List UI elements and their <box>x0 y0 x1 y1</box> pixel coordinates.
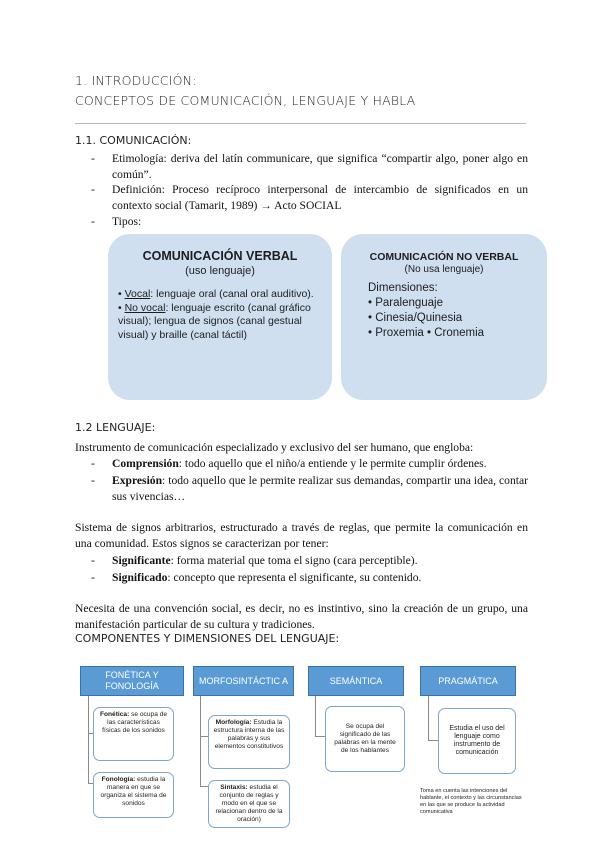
verbal-item-novocal: • No vocal: lenguaje escrito (canal gráfico visual); lengua de signos (canal gestual visual) y braille (canal táctil) <box>118 301 311 341</box>
bullet-significado: - Significado: concepto que representa el significante, su contenido. <box>91 571 422 584</box>
verbal-item-vocal: • Vocal: lenguaje oral (canal oral auditivo). <box>118 288 314 300</box>
connector <box>428 696 439 741</box>
section-subtitle: CONCEPTOS DE COMUNICACIÓN, LENGUAJE Y HABLA <box>75 93 416 108</box>
bullet-tipos: - Tipos: <box>91 215 142 228</box>
section-number-title: 1. INTRODUCCIÓN: <box>75 73 197 88</box>
connector <box>200 736 209 786</box>
connector <box>200 786 208 787</box>
verbal-subtitle: (uso lenguaje) <box>185 265 255 277</box>
verbal-title: COMUNICACIÓN VERBAL <box>142 249 298 263</box>
card-fonologia: Fonología: estudia la manera en que se organiza el sistema de sonidos <box>93 772 174 818</box>
connector <box>315 696 326 737</box>
dimension-item: • Proxemia • Cronemia <box>368 327 485 339</box>
lenguaje-intro: Instrumento de comunicación especializado y exclusivo del ser humano, que engloba: <box>75 441 474 454</box>
card-semantica: Se ocupa del significado de las palabras en la mente de los hablantes <box>325 706 405 772</box>
convencion-paragraph: Necesita de una convención social, es decir, no es instintivo, sino la creación de un grupo, una manifestación particular de su cultura y tradiciones. <box>75 602 528 631</box>
dimension-item: • Cinesia/Quinesia <box>368 312 463 324</box>
dimension-item: • Paralenguaje <box>368 297 443 309</box>
bullet-etimologia: - Etimología: deriva del latín communicare, que significa “compartir algo, poner algo en común”. <box>91 152 528 181</box>
card-morfologia: Morfología: Estudia la estructura interna de las palabras y sus elementos constitutivos <box>208 715 290 769</box>
card-pragmatica: Estudia el uso del lenguaje como instrumento de comunicación <box>438 708 516 774</box>
card-fonetica: Fonética: se ocupa de las características físicas de los sonidos <box>93 707 174 761</box>
nonverbal-subtitle: (No usa lenguaje) <box>404 264 484 275</box>
tab-semantica: SEMÁNTICA <box>308 666 404 696</box>
components-heading: COMPONENTES Y DIMENSIONES DEL LENGUAJE: <box>75 632 340 645</box>
dimensions-label: Dimensiones: <box>368 282 438 294</box>
divider <box>75 123 526 124</box>
connector <box>200 696 209 737</box>
connector <box>88 733 94 783</box>
pragmatica-note: Toma en cuenta las intenciones del hablante, el contexto y las circunstancias en las que se produce la actividad comunicativa <box>420 788 522 815</box>
heading-lenguaje: 1.2 LENGUAJE: <box>75 421 156 434</box>
verbal-items <box>118 288 320 342</box>
bullet-expresion: - Expresión: todo aquello que le permite realizar sus demandas, compartir una idea, contar sus vivencias… <box>91 474 528 503</box>
bullet-significante: - Significante: forma material que toma el signo (cara perceptible). <box>91 554 418 567</box>
nonverbal-communication-box <box>341 234 547 400</box>
connector <box>88 696 94 734</box>
tab-pragmatica: PRAGMÁTICA <box>420 666 516 696</box>
nonverbal-title: COMUNICACIÓN NO VERBAL <box>369 251 519 263</box>
card-sintaxis: Sintaxis: estudia el conjunto de reglas y modo en el que se relacionan dentro de la oración) <box>208 780 290 828</box>
signos-paragraph: Sistema de signos arbitrarios, estructurado a través de reglas, que permite la comunicación en una comunidad. Estos signos se caracterizan por tener: <box>75 521 528 550</box>
verbal-communication-box <box>108 234 332 400</box>
bullet-comprension: - Comprensión: todo aquello que el niño/a entiende y le permite cumplir órdenes. <box>91 457 487 470</box>
heading-comunicacion: 1.1. COMUNICACIÓN: <box>75 134 192 147</box>
tab-fonetica-fonologia: FONÉTICA Y FONOLOGÍA <box>80 666 184 696</box>
bullet-definicion: - Definición: Proceso recíproco interpersonal de intercambio de significados en un contexto social (Tamarit, 1989) → Acto SOCIAL <box>91 183 528 212</box>
tab-morfosintactica: MORFOSINTÁCTIC A <box>193 666 294 696</box>
connector <box>88 783 93 784</box>
nonverbal-dimensions <box>368 281 547 341</box>
